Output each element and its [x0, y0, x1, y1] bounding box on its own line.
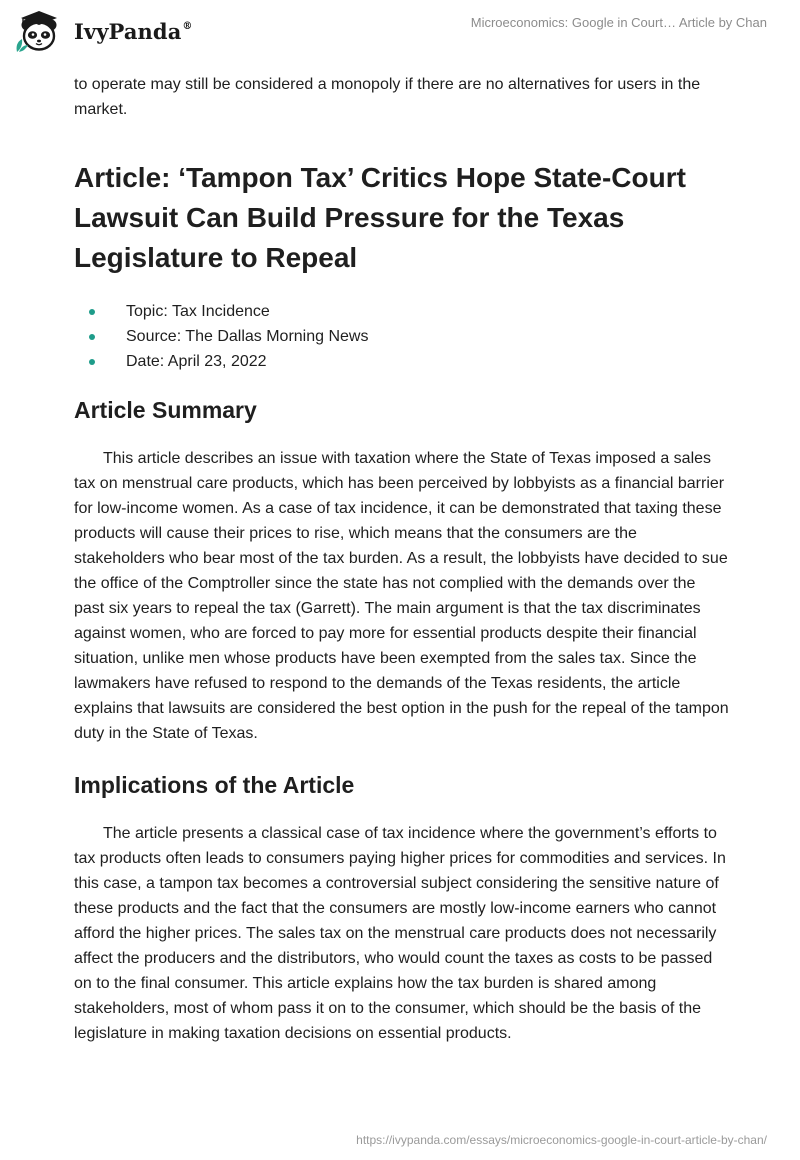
summary-paragraph: This article describes an issue with taxation where the State of Texas imposed a sales tax on menstrual care products, which has been perceived by lobbyists as a financial barrier for low-income women. As a case of tax incidence, it can be demonstrated that taxing these products will cause their prices to rise, which means that the consumers are the stakeholders who bear most of the tax burden. As a result, the lobbyists have decided to sue the office of the Comptroller since the state has not complied with the demands over the past six years to repeal the tax (Garrett). The main argument is that the tax discriminates against women, who are forced to pay more for essential products despite their financial situation, unlike men whose products have been exempted from the sales tax. Since the lawmakers have refused to respond to the demands of the Texas residents, the article explains that lawsuits are considered the best option in the push for the repeal of the tampon duty in the State of Texas.	[74, 450, 729, 742]
bullet-icon	[89, 359, 95, 365]
bullet-icon	[89, 334, 95, 340]
meta-date: Date: April 23, 2022	[74, 349, 729, 374]
panda-graduation-cap-icon	[14, 8, 66, 54]
article-meta-list	[74, 299, 729, 374]
brand-name: IvyPanda®	[74, 18, 193, 44]
article-title: Article: ‘Tampon Tax’ Critics Hope State-Court Lawsuit Can Build Pressure for the Texas Legislature to Repeal	[74, 162, 686, 273]
document-title: Microeconomics: Google in Court… Article by Chan	[470, 15, 767, 30]
meta-source: Source: The Dallas Morning News	[74, 324, 729, 349]
bullet-icon	[89, 309, 95, 315]
implications-heading: Implications of the Article	[74, 772, 355, 798]
article-content	[74, 72, 729, 1046]
ivypanda-logo[interactable]	[14, 8, 193, 54]
implications-paragraph: The article presents a classical case of tax incidence where the government’s efforts to tax products often leads to consumers paying higher prices for commodities and services. In this case, a tampon tax becomes a controversial subject considering the sensitive nature of these products and the fact that the consumers are mostly low-income earners who cannot afford the higher prices. The sales tax on the menstrual care products does not necessarily affect the producers and the distributors, who would count the taxes as costs to be passed on to the final consumer. This article explains how the tax burden is shared among stakeholders, most of whom pass it on to the consumer, which should be the basis of the legislature in making taxation decisions on essential products.	[74, 825, 726, 1042]
summary-heading: Article Summary	[74, 397, 257, 423]
source-url[interactable]: https://ivypanda.com/essays/microeconomics-google-in-court-article-by-chan/	[356, 1133, 767, 1147]
intro-paragraph: to operate may still be considered a monopoly if there are no alternatives for users in the market.	[74, 76, 701, 118]
page-header	[0, 0, 800, 56]
meta-topic: Topic: Tax Incidence	[74, 299, 729, 324]
